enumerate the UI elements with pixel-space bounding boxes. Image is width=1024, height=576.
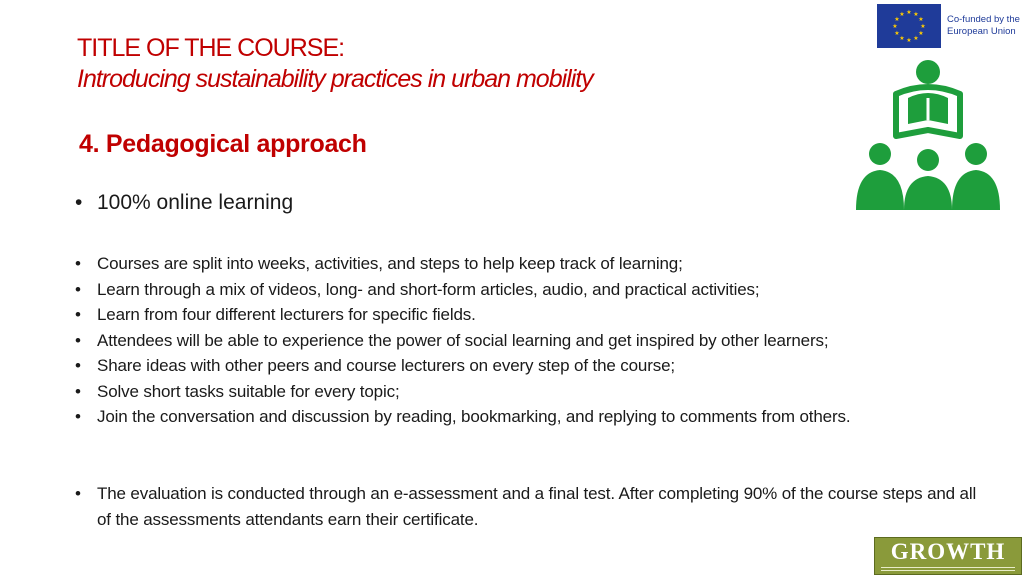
teacher-students-icon xyxy=(852,58,1004,214)
list-item: • Courses are split into weeks, activities, and steps to help keep track of learning; xyxy=(73,251,978,277)
svg-text:★: ★ xyxy=(913,11,919,18)
svg-text:★: ★ xyxy=(918,30,924,37)
svg-text:★: ★ xyxy=(906,37,912,44)
eu-text-line1: Co-funded by the xyxy=(947,14,1020,25)
list-item: • Learn through a mix of videos, long- and short-form articles, audio, and practical activities; xyxy=(73,277,978,303)
svg-text:★: ★ xyxy=(899,35,905,42)
course-title: TITLE OF THE COURSE: xyxy=(77,34,345,62)
growth-logo-text: GROWTH xyxy=(890,539,1006,564)
list-item: • 100% online learning xyxy=(73,189,293,217)
svg-text:★: ★ xyxy=(899,11,905,18)
growth-logo-divider xyxy=(881,570,1015,571)
lead-bullet-list xyxy=(73,189,293,217)
svg-text:★: ★ xyxy=(906,9,912,16)
svg-text:★: ★ xyxy=(920,23,926,30)
list-item: • Learn from four different lecturers for specific fields. xyxy=(73,302,978,328)
svg-text:★: ★ xyxy=(892,23,898,30)
eu-flag-icon xyxy=(877,4,941,48)
evaluation-bullet-list xyxy=(73,481,978,532)
eu-cofunded-text xyxy=(947,14,1024,38)
svg-text:★: ★ xyxy=(894,30,900,37)
list-item: • The evaluation is conducted through an e-assessment and a final test. After completing 90% of the course steps and all of the assessments attendants earn their certificate. xyxy=(73,481,978,532)
growth-logo xyxy=(874,537,1022,575)
eu-text-line2: European Union xyxy=(947,26,1016,37)
detail-bullet-list xyxy=(73,251,978,430)
svg-text:★: ★ xyxy=(913,35,919,42)
course-subtitle: Introducing sustainability practices in urban mobility xyxy=(77,65,593,93)
growth-logo-divider xyxy=(881,567,1015,568)
list-item: • Join the conversation and discussion by reading, bookmarking, and replying to comments from others. xyxy=(73,404,978,430)
svg-text:★: ★ xyxy=(894,16,900,23)
section-heading: 4. Pedagogical approach xyxy=(79,130,367,158)
list-item: • Attendees will be able to experience the power of social learning and get inspired by other learners; xyxy=(73,328,978,354)
course-title-block xyxy=(77,33,593,95)
list-item: • Share ideas with other peers and course lecturers on every step of the course; xyxy=(73,353,978,379)
svg-text:★: ★ xyxy=(918,16,924,23)
eu-cofunded-logo xyxy=(877,4,1020,48)
list-item: • Solve short tasks suitable for every topic; xyxy=(73,379,978,405)
